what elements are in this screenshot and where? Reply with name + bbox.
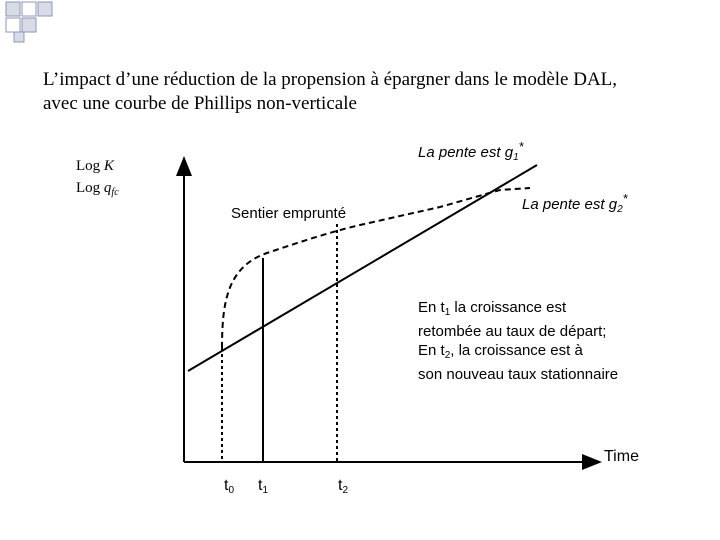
title-line-1: L’impact d’une réduction de la propension à épargner dans le modèle DAL,: [43, 69, 618, 90]
tick-label-t1: $t_1$: [258, 477, 269, 496]
explanation-note: En $t_1$ la croissance est retombée au taux de départ; En $t_2$, la croissance est à son nouveau taux stationnaire: [418, 299, 619, 383]
tick-label-t0: $t_0$: [224, 477, 235, 496]
title-line-2: avec une courbe de Phillips non-verticale: [43, 93, 357, 114]
x-axis-label: Time: [604, 448, 639, 465]
path-label: Sentier emprunté: [231, 205, 347, 222]
y-axis-label-qfc: Log $q_{fc}$: [76, 180, 119, 198]
tick-label-t2: $t_2$: [338, 477, 349, 496]
slope-g2-label: La pente est $g_2^*$: [522, 192, 628, 215]
y-axis-label-k: Log K: [76, 158, 114, 174]
slope-g1-label: La pente est $g_1^*$: [418, 140, 524, 163]
